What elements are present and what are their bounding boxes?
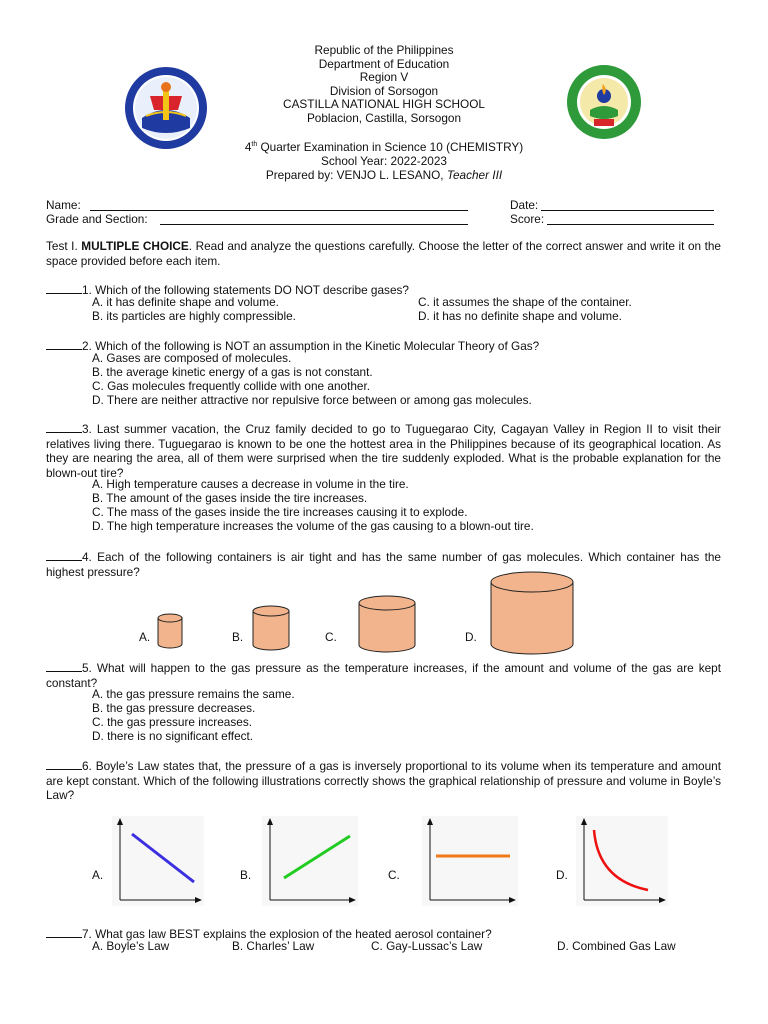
prepared-by: Prepared by: VENJO L. LESANO, Teacher III — [265, 167, 503, 182]
cnhs-seal-logo — [566, 64, 642, 140]
q3-option-d: D. The high temperature increases the volume of the gas causing to a blown-out tire. — [92, 519, 534, 533]
q4-label-b: B. — [232, 630, 244, 644]
exam-title: 4th Quarter Examination in Science 10 (CHEMISTRY) — [244, 140, 524, 154]
q1-option-b: B. its particles are highly compressible. — [92, 309, 296, 323]
score-label: Score: — [510, 212, 545, 226]
exam-title-block — [150, 141, 618, 182]
header-department: Department of Education — [318, 56, 450, 71]
answer-blank-3[interactable] — [46, 420, 82, 433]
q6-label-c: C. — [388, 868, 400, 882]
q4-label-d: D. — [465, 630, 477, 644]
answer-blank-1[interactable] — [46, 281, 82, 294]
q2-option-d: D. There are neither attractive nor repulsive force between or among gas molecules. — [92, 393, 532, 407]
graph-b-increasing-line — [262, 816, 358, 906]
school-header — [150, 44, 618, 126]
graph-d-inverse-curve — [576, 816, 668, 906]
q1-option-d: D. it has no definite shape and volume. — [418, 309, 622, 323]
q3-option-b: B. The amount of the gases inside the tire increases. — [92, 491, 368, 505]
q5-option-c: C. the gas pressure increases. — [92, 715, 252, 729]
q6-label-a: A. — [92, 868, 104, 882]
container-a-cylinder — [155, 612, 185, 650]
question-3: 3. Last summer vacation, the Cruz family decided to go to Tuguegarao City, Cagayan Valley in Region II to visit their relatives living there. Tuguegarao is known to be one the hottest area in the Philippines because of its geographical location. As they are nearing the area, all of them were surprised when the tire suddenly exploded. What is the probable explanation for the blown-out tire? — [46, 422, 721, 480]
q6-label-b: B. — [240, 868, 252, 882]
q7-option-c: C. Gay-Lussac’s Law — [371, 939, 483, 953]
question-1: 1. Which of the following statements DO NOT describe gases? — [46, 281, 409, 298]
date-field[interactable] — [541, 198, 714, 211]
q6-label-d: D. — [556, 868, 568, 882]
container-d-cylinder — [488, 570, 576, 656]
q4-label-a: A. — [139, 630, 151, 644]
deped-seal-logo — [124, 66, 208, 150]
answer-blank-5[interactable] — [46, 659, 82, 672]
q7-option-a: A. Boyle’s Law — [92, 939, 170, 953]
q7-option-b: B. Charles’ Law — [232, 939, 315, 953]
q2-option-a: A. Gases are composed of molecules. — [92, 351, 292, 365]
answer-blank-4[interactable] — [46, 548, 82, 561]
q2-option-b: B. the average kinetic energy of a gas is not constant. — [92, 365, 373, 379]
answer-blank-7[interactable] — [46, 925, 82, 938]
q7-option-d: D. Combined Gas Law — [557, 939, 676, 953]
container-b-cylinder — [250, 604, 292, 652]
q5-option-a: A. the gas pressure remains the same. — [92, 687, 295, 701]
graph-c-constant-line — [422, 816, 518, 906]
q5-option-b: B. the gas pressure decreases. — [92, 701, 256, 715]
name-label: Name: — [46, 198, 81, 212]
header-division: Division of Sorsogon — [329, 83, 439, 98]
header-school: CASTILLA NATIONAL HIGH SCHOOL — [283, 97, 485, 112]
question-6: 6. Boyle’s Law states that, the pressure of a gas is inversely proportional to its volume when its temperature and amount are kept constant. Which of the following illustrations correctly shows the graphical relationship of pressure and volume in Boyle’s Law? — [46, 759, 721, 803]
header-address: Poblacion, Castilla, Sorsogon — [306, 110, 462, 125]
header-republic: Republic of the Philippines — [314, 43, 454, 57]
q1-option-a: A. it has definite shape and volume. — [92, 295, 279, 309]
header-region: Region V — [359, 70, 409, 85]
q3-option-a: A. High temperature causes a decrease in volume in the tire. — [92, 477, 409, 491]
answer-blank-6[interactable] — [46, 757, 82, 770]
container-c-cylinder — [356, 594, 418, 654]
grade-field[interactable] — [160, 212, 468, 225]
question-5: 5. What will happen to the gas pressure as the temperature increases, if the amount and volume of the gas are kept constant? — [46, 661, 721, 690]
test-instructions: Test I. MULTIPLE CHOICE. Read and analyze the questions carefully. Choose the letter of the correct answer and write it on the space provided before each item. — [46, 239, 721, 268]
name-field[interactable] — [90, 198, 468, 211]
q1-option-c: C. it assumes the shape of the container. — [418, 295, 632, 309]
question-4: 4. Each of the following containers is air tight and has the same number of gas molecules. Which container has the highest pressure? — [46, 550, 721, 579]
q4-label-c: C. — [325, 630, 337, 644]
graph-a-decreasing-line — [112, 816, 204, 906]
school-year: School Year: 2022-2023 — [321, 153, 447, 168]
grade-label: Grade and Section: — [46, 212, 148, 226]
date-label: Date: — [510, 198, 539, 212]
q3-option-c: C. The mass of the gases inside the tire increases causing it to explode. — [92, 505, 468, 519]
question-2: 2. Which of the following is NOT an assumption in the Kinetic Molecular Theory of Gas? — [46, 337, 539, 354]
q2-option-c: C. Gas molecules frequently collide with one another. — [92, 379, 371, 393]
score-field[interactable] — [547, 212, 714, 225]
question-7: 7. What gas law BEST explains the explosion of the heated aerosol container? — [46, 925, 492, 942]
q5-option-d: D. there is no significant effect. — [92, 729, 254, 743]
answer-blank-2[interactable] — [46, 337, 82, 350]
